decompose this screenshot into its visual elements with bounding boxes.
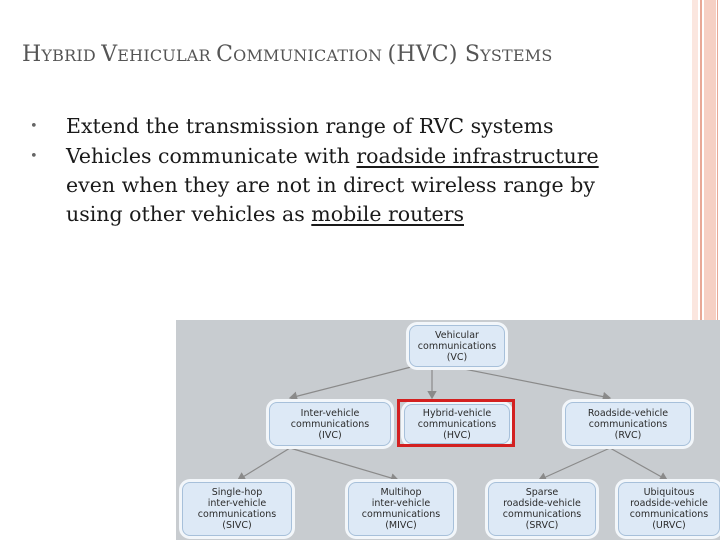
- bullet-text: Extend the transmission range of RVC systems: [66, 114, 554, 138]
- hvc-highlight-box: [397, 399, 515, 447]
- bullet-item: [20, 112, 630, 141]
- bullet-underlined-term: roadside infrastructure: [356, 144, 599, 168]
- node-urvc: Ubiquitous roadside-vehicle communications (URVC): [618, 482, 720, 536]
- bullet-text: even when they are not in direct wireless range by using other vehicles as: [66, 173, 595, 226]
- node-ivc: Inter-vehicle communications (IVC): [269, 402, 391, 446]
- node-hvc: Hybrid-vehicle communications (HVC): [404, 404, 510, 444]
- connector-ivc-mivc: [290, 448, 398, 480]
- title-cap-4: S: [464, 42, 481, 67]
- connector-rvc-urvc: [610, 448, 667, 480]
- title-cap-2: V: [101, 42, 118, 67]
- bullet-dot-icon: •: [30, 149, 38, 164]
- title-acronym: (HVC): [387, 42, 465, 67]
- title-rest-2: EHICULAR: [117, 46, 217, 65]
- node-rvc: Roadside-vehicle communications (RVC): [565, 402, 691, 446]
- title-cap-3: C: [216, 42, 234, 67]
- title-rest-3: OMMUNICATION: [233, 46, 388, 65]
- bullet-dot-icon: •: [30, 119, 38, 134]
- connector-vc-rvc: [449, 366, 610, 398]
- title-rest-1: YBRID: [41, 46, 102, 65]
- vc-taxonomy-diagram: [176, 320, 720, 540]
- bullet-underlined-term: mobile routers: [311, 202, 464, 226]
- title-cap-1: H: [22, 42, 42, 67]
- bullet-list: [20, 112, 630, 230]
- node-vc: Vehicular communications (VC): [409, 325, 505, 367]
- node-sivc: Single-hop inter-vehicle communications (SIVC): [182, 482, 292, 536]
- bullet-text: Vehicles communicate with: [66, 144, 357, 168]
- connector-rvc-srvc: [539, 448, 610, 480]
- bullet-item: [20, 142, 630, 229]
- slide-title: [22, 42, 553, 67]
- node-srvc: Sparse roadside-vehicle communications (SRVC): [488, 482, 596, 536]
- connector-ivc-sivc: [238, 448, 290, 480]
- node-mivc: Multihop inter-vehicle communications (MIVC): [348, 482, 454, 536]
- title-rest-4: YSTEMS: [480, 46, 553, 65]
- connector-vc-ivc: [290, 366, 415, 398]
